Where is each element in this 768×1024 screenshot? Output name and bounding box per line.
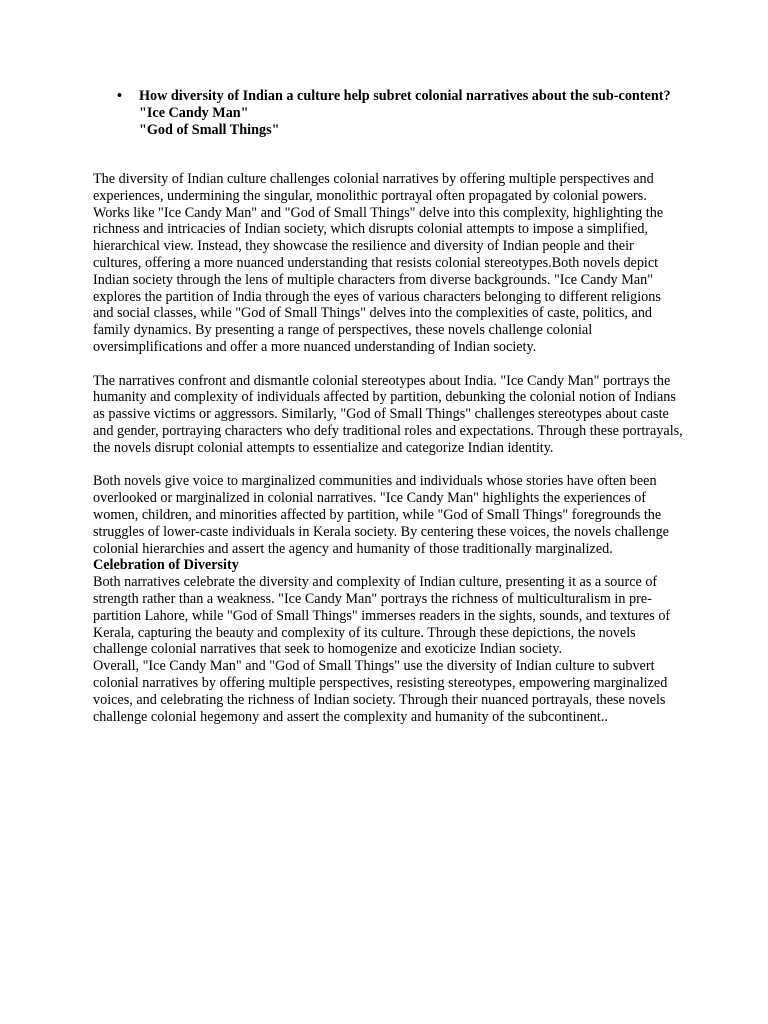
- work-title-ice-candy-man: "Ice Candy Man": [139, 104, 249, 121]
- question-text: How diversity of Indian a culture help subret colonial narratives about the sub-content?: [139, 88, 671, 104]
- paragraph-celebration: Both narratives celebrate the diversity and complexity of Indian culture, presenting it as a source of strength rather than a weakness. "Ice Candy Man" portrays the richness of multiculturalism in pre-partition Lahore, while "God of Small Things" immerses readers in the sights, sounds, and textures of Kerala, capturing the beauty and complexity of its culture. Through these depictions, the novels challenge colonial narratives that seek to homogenize and exoticize Indian society.: [93, 574, 671, 658]
- paragraph-intro: The diversity of Indian culture challenges colonial narratives by offering multiple perspectives and experiences, undermining the singular, monolithic portrayal often propagated by colonial powers. Works like "Ice Candy Man" and "God of Small Things" delve into this complexity, highlighting the richness and intricacies of Indian society, which disrupts colonial attempts to impose a simplified, hierarchical view. Instead, they showcase the resilience and diversity of Indian people and their cultures, offering a more nuanced understanding that resists colonial stereotypes.Both novels depict Indian society through the lens of multiple characters from diverse backgrounds. "Ice Candy Man" explores the partition of India through the eyes of various characters belonging to different religions and social classes, while "God of Small Things" delves into the complexities of caste, politics, and family dynamics. By presenting a range of perspectives, these novels challenge colonial oversimplifications and offer a more nuanced understanding of Indian society.: [93, 171, 664, 355]
- paragraph-stereotypes: The narratives confront and dismantle colonial stereotypes about India. "Ice Candy Man" portrays the humanity and complexity of individuals affected by partition, debunking the colonial notion of Indians as passive victims or aggressors. Similarly, "God of Small Things" challenges stereotypes about caste and gender, portraying characters who defy traditional roles and expectations. Through these portrayals, the novels disrupt colonial attempts to essentialize and categorize Indian identity.: [93, 372, 683, 456]
- question-bullet-item: [117, 88, 677, 138]
- document-body: [93, 171, 683, 725]
- work-title-god-of-small-things: "God of Small Things": [139, 121, 280, 138]
- section-heading: Celebration of Diversity: [93, 557, 239, 574]
- bullet-icon: •: [117, 88, 122, 104]
- paragraph-marginalized-voices: Both novels give voice to marginalized communities and individuals whose stories have often been overlooked or marginalized in colonial narratives. "Ice Candy Man" highlights the experiences of women, children, and minorities affected by partition, while "God of Small Things" foregrounds the struggles of lower-caste individuals in Kerala society. By centering these voices, the novels challenge colonial hierarchies and assert the agency and humanity of those traditionally marginalized.: [93, 473, 669, 557]
- paragraph-conclusion: Overall, "Ice Candy Man" and "God of Small Things" use the diversity of Indian culture to subvert colonial narratives by offering multiple perspectives, resisting stereotypes, empowering marginalized voices, and celebrating the richness of Indian society. Through their nuanced portrayals, these novels challenge colonial hegemony and assert the complexity and humanity of the subcontinent..: [93, 658, 668, 725]
